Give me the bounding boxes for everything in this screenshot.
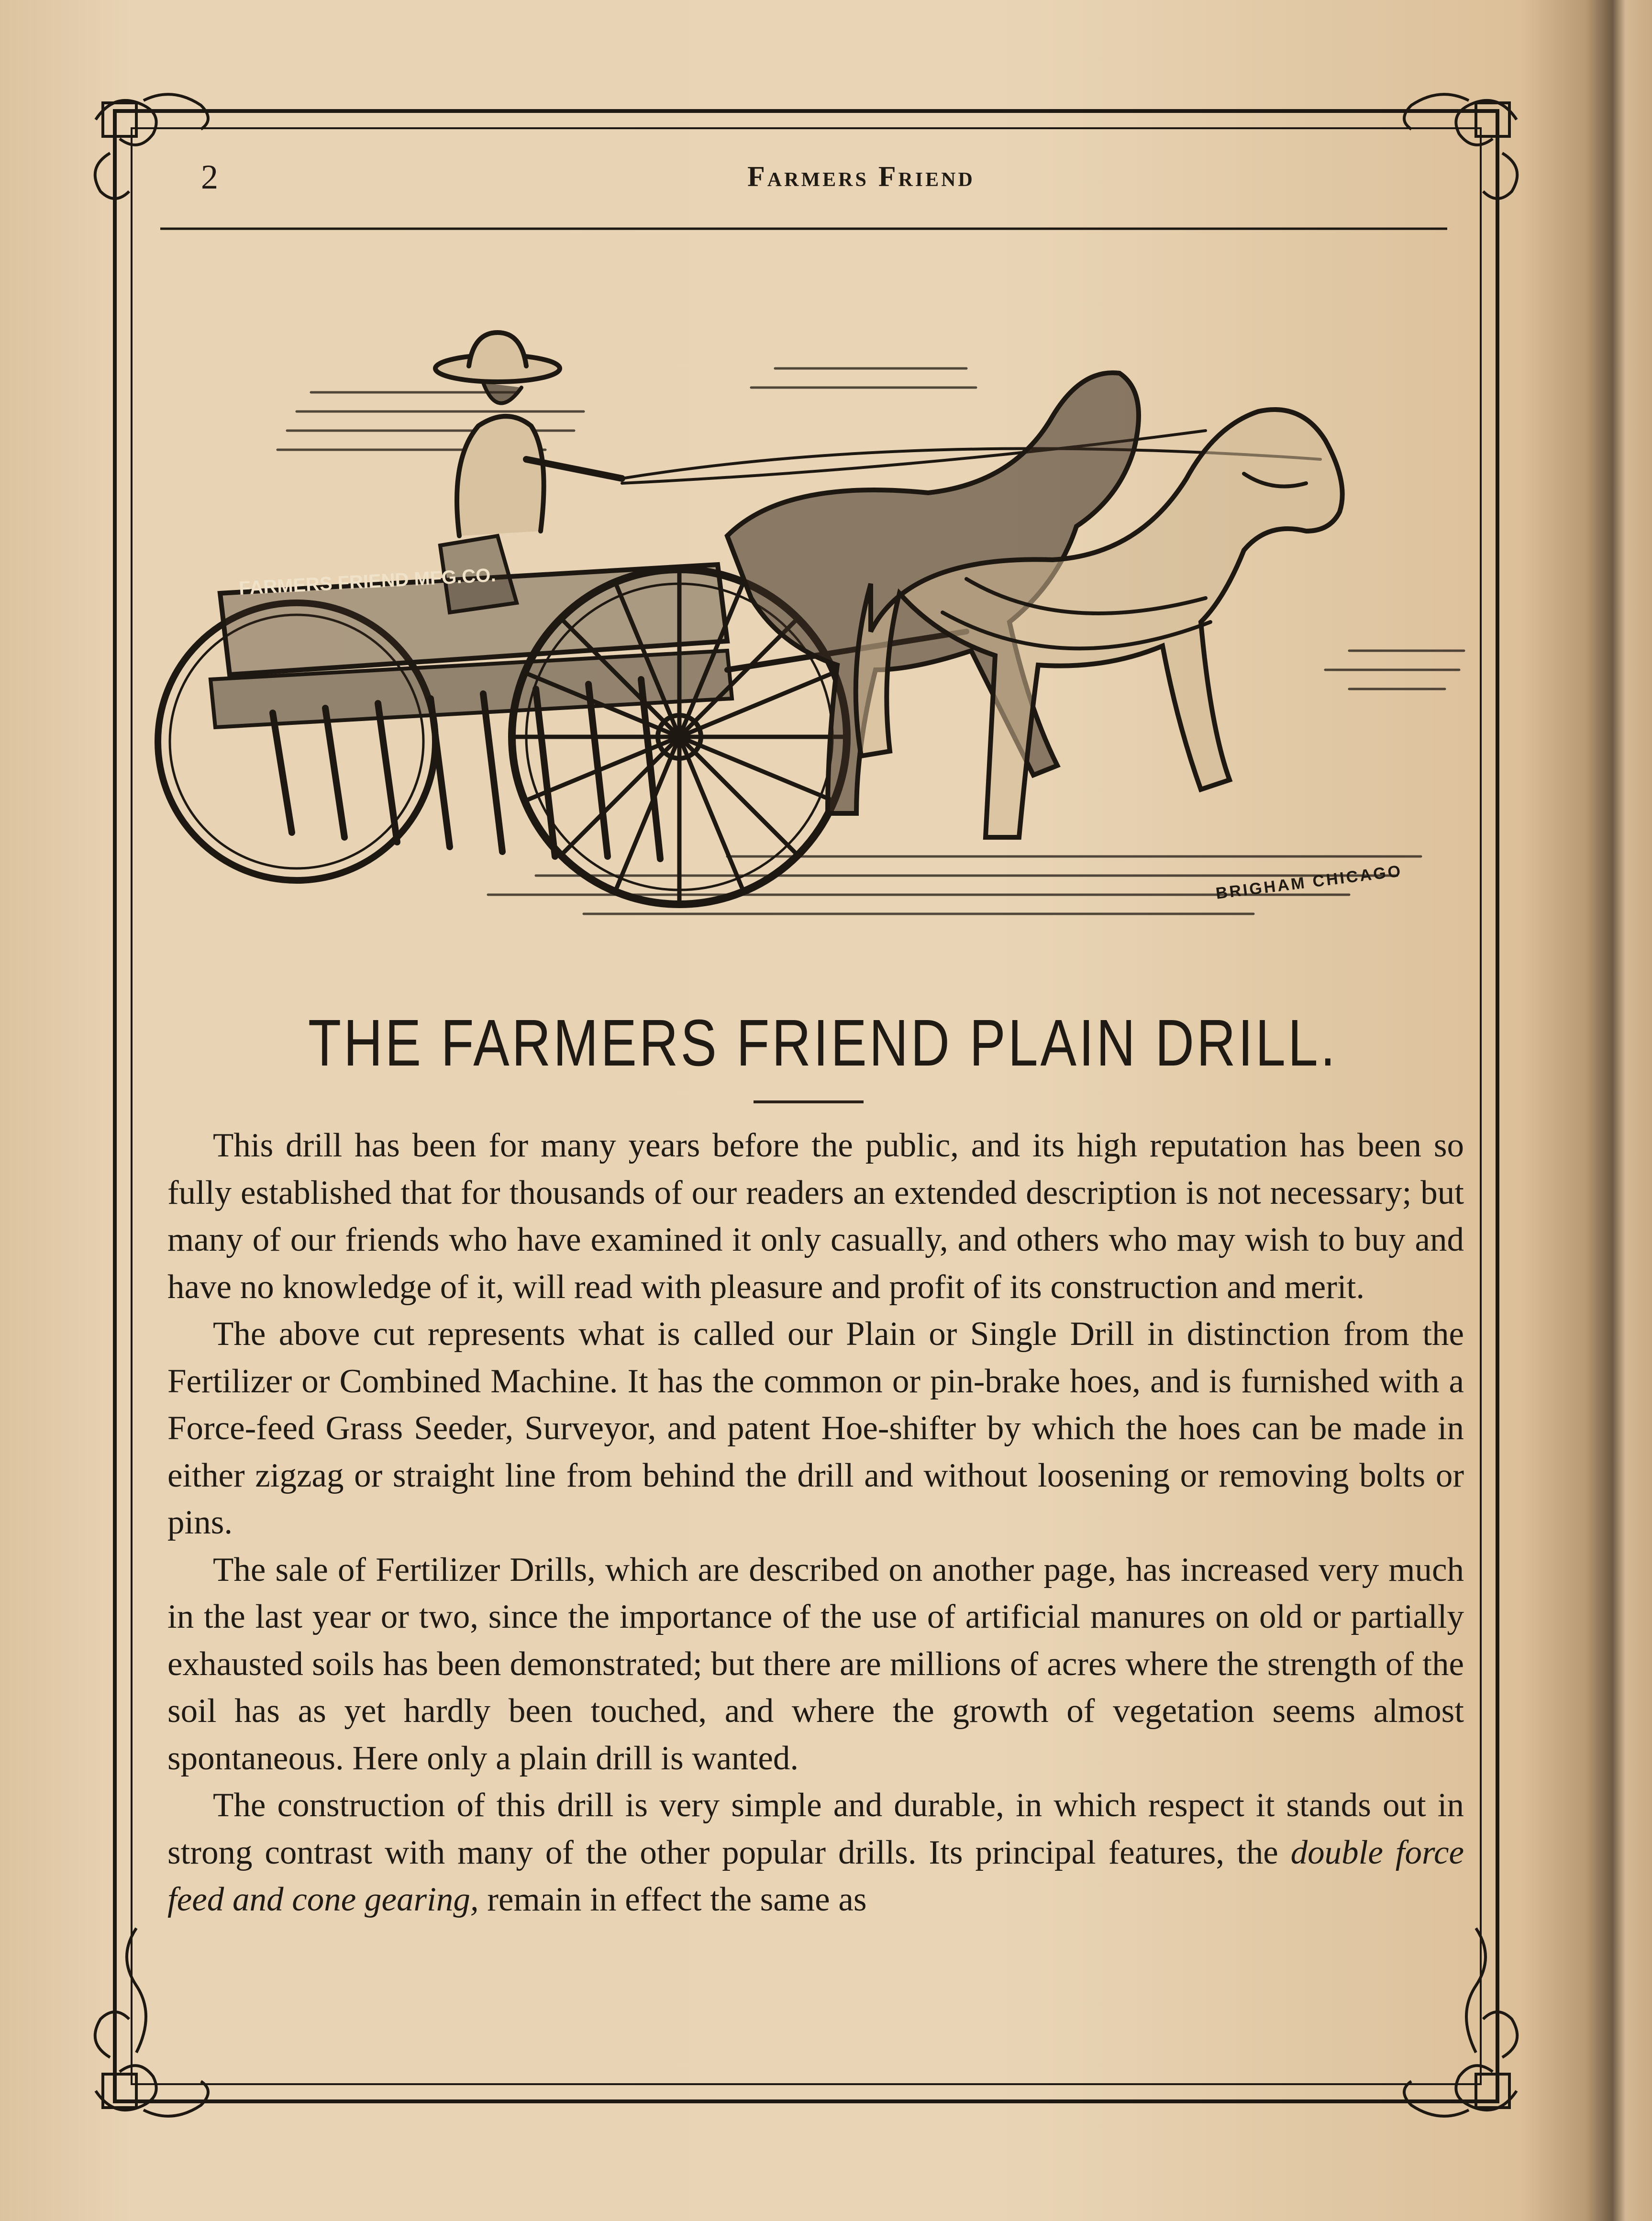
paragraph-4 <box>167 1782 1464 1923</box>
drill-lettering: FARMERS FRIEND MFG.CO. <box>238 564 497 599</box>
engraver-signature: BRIGHAM CHICAGO <box>1215 862 1404 903</box>
paragraph-4-italic: double force feed and cone gearing, <box>167 1833 1464 1918</box>
paragraph-4-start: The construction of this drill is very simple and durable, in which respect it stands out in strong contrast with many of the other popular drills. Its principal features, the <box>167 1787 1464 1871</box>
title-divider <box>754 1100 864 1103</box>
paragraph-2: The above cut represents what is called our Plain or Single Drill in distinction from the Fertilizer or Combined Machine. It has the common or pin-brake hoes, and is furnished with a Force-feed Grass Seeder, Surveyor, and patent Hoe-shifter by which the hoes can be made in either zigzag or straight line from behind the drill and without loosening or removing bolts or pins. <box>167 1315 1464 1541</box>
article-body <box>167 1122 1464 1923</box>
article-title: THE FARMERS FRIEND PLAIN DRILL. <box>308 1006 1338 1080</box>
paragraph-1: This drill has been for many years before the public, and its high reputation has been so fully established that for thousands of our readers an extended description is not necessary; but many of our friends who have examined it only casually, and others who may wish to buy and have no knowledge of it, will read with pleasure and profit of its construction and merit. <box>167 1127 1464 1306</box>
paragraph-4-end: remain in effect the same as <box>478 1881 867 1918</box>
running-title: Farmers Friend <box>747 161 975 192</box>
page-number: 2 <box>201 158 218 196</box>
horse-drawn-drill-engraving <box>153 268 1483 957</box>
paragraph-3: The sale of Fertilizer Drills, which are described on another page, has increased very much in the last year or two, since the importance of the use of artificial manures on old or partially exhausted soils has been demonstrated; but there are millions of acres where the strength of the soil has as yet hardly been touched, and where the growth of vegetation seems almost spontaneous. Here only a plain drill is wanted. <box>167 1551 1464 1777</box>
